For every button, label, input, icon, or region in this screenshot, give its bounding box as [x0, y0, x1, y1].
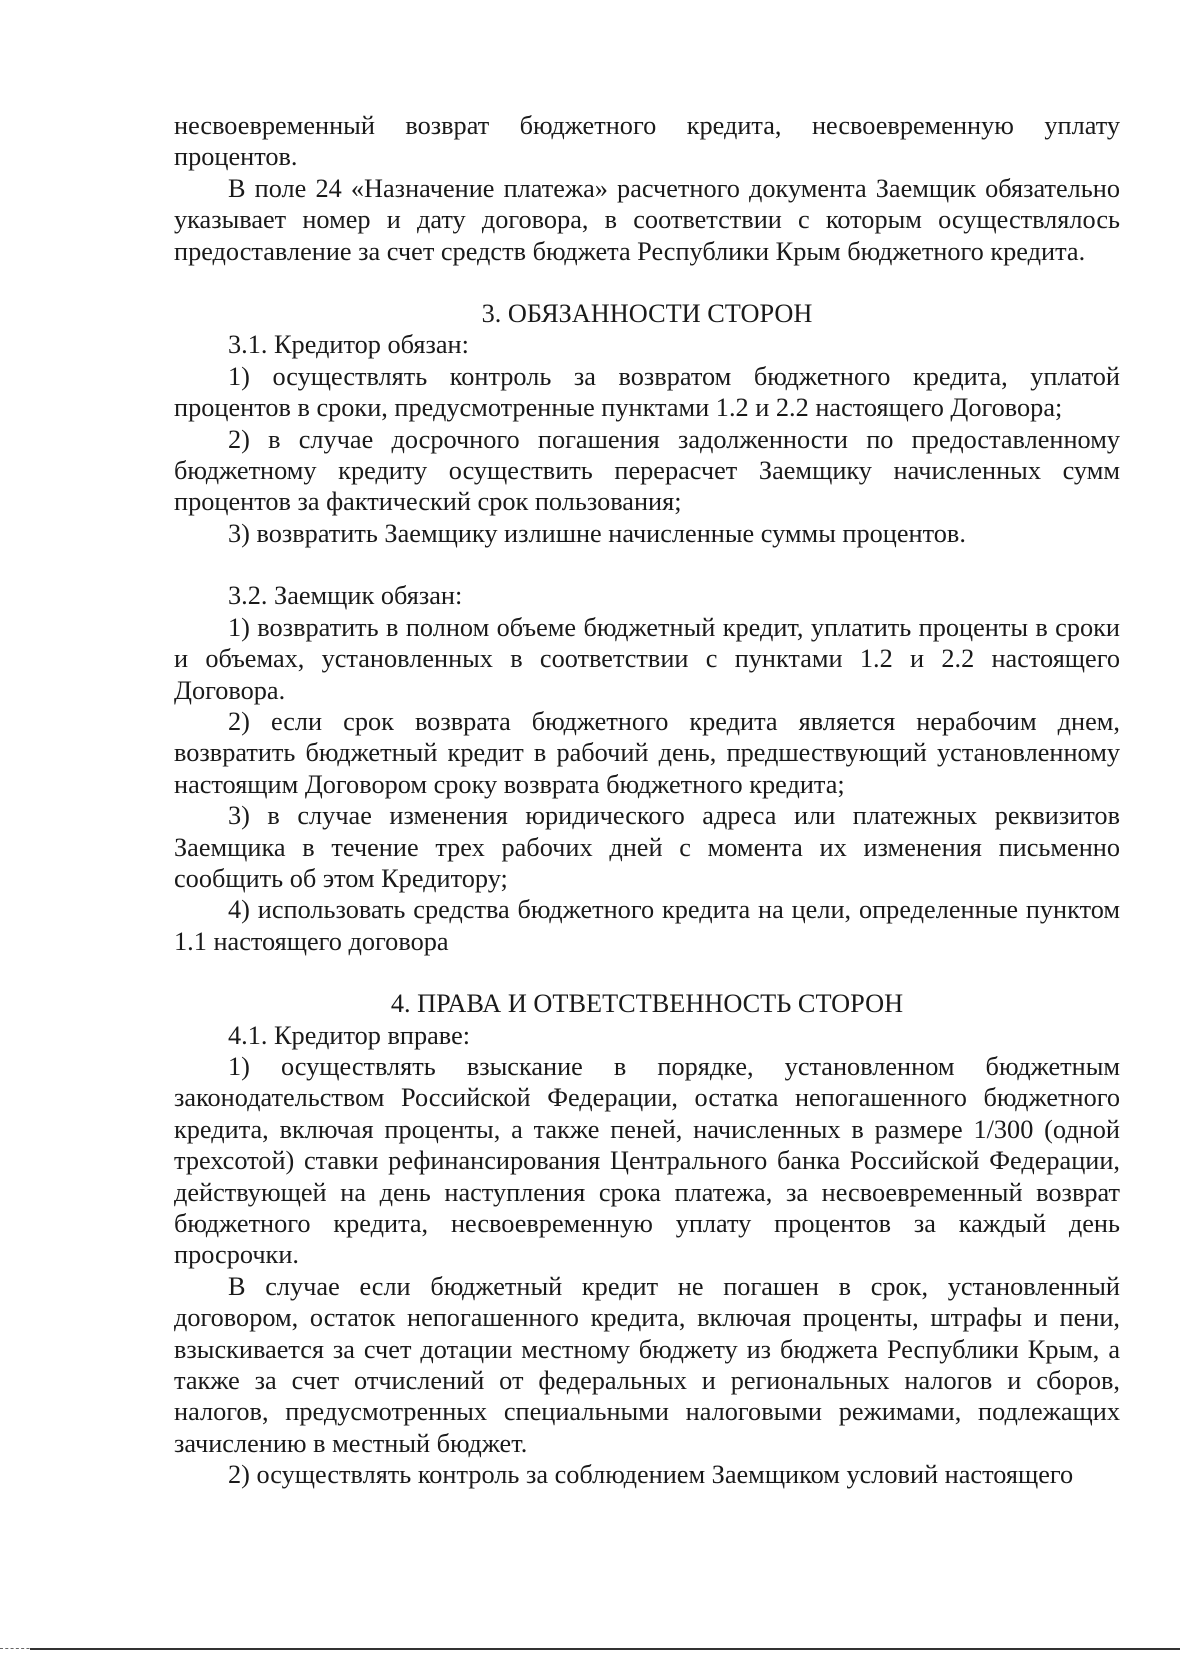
spacer — [174, 549, 1120, 580]
field24-paragraph: В поле 24 «Назначение платежа» расчетного документа Заемщик обязательно указывает номер и дату договора, в соответствии с которым осуществлялось предоставление за счет средств бюджета Республики Крым бюджетного кредита. — [174, 173, 1120, 266]
section3-2-item-1: 1) возвратить в полном объеме бюджетный кредит, уплатить проценты в сроки и объемах, установленных в соответствии с пунктами 1.2 и 2.2 настоящего Договора. — [174, 612, 1120, 705]
spacer — [174, 957, 1120, 988]
section4-1-item-1: 1) осуществлять взыскание в порядке, установленном бюджетным законодательством Российской Федерации, остатка непогашенного бюджетного кредита, включая проценты, а также пеней, начисленных в размере 1/300 (одной трехсотой) ставки рефинансирования Центрального банка Российской Федерации, действующей на день наступления срока платежа, за несвоевременный возврат бюджетного кредита, несвоевременную уплату процентов за каждый день просрочки. — [174, 1051, 1120, 1270]
section3-1-item-1: 1) осуществлять контроль за возвратом бюджетного кредита, уплатой процентов в сроки, предусмотренные пунктами 1.2 и 2.2 настоящего Договора; — [174, 361, 1120, 423]
section3-heading: 3. ОБЯЗАННОСТИ СТОРОН — [481, 299, 813, 329]
section3-1-title: 3.1. Кредитор обязан: — [228, 330, 469, 360]
section4-case-paragraph: В случае если бюджетный кредит не погашен в срок, установленный договором, остаток непогашенного кредита, включая проценты, штрафы и пени, взыскивается за счет дотации местному бюджету из бюджета Республики Крым, а также за счет отчислений от федеральных и региональных налогов и сборов, налогов, предусмотренных специальными налоговыми режимами, подлежащих зачислению в местный бюджет. — [174, 1271, 1120, 1458]
section4-heading: 4. ПРАВА И ОТВЕТСТВЕННОСТЬ СТОРОН — [390, 989, 904, 1019]
section3-2-item-2: 2) если срок возврата бюджетного кредита является нерабочим днем, возвратить бюджетный кредит в рабочий день, предшествующий установленному настоящим Договором сроку возврата бюджетного кредита; — [174, 706, 1120, 799]
section3-2-title: 3.2. Заемщик обязан: — [228, 581, 463, 611]
continuation-paragraph: несвоевременный возврат бюджетного кредита, несвоевременную уплату процентов. — [174, 111, 1120, 172]
section3-2-item-4: 4) использовать средства бюджетного кредита на цели, определенные пунктом 1.1 настоящего договора — [174, 895, 1120, 956]
section4-1-title: 4.1. Кредитор вправе: — [228, 1020, 471, 1050]
section3-1-item-3: 3) возвратить Заемщику излишне начисленные суммы процентов. — [228, 518, 966, 548]
section3-1-item-2: 2) в случае досрочного погашения задолженности по предоставленному бюджетному кредиту осуществить перерасчет Заемщику начисленных сумм процентов за фактический срок пользования; — [174, 424, 1120, 517]
footer-rule — [30, 1648, 1180, 1650]
document-body — [174, 110, 1120, 1491]
section4-1-item-2: 2) осуществлять контроль за соблюдением Заемщиком условий настоящего — [228, 1460, 1074, 1490]
section3-2-item-3: 3) в случае изменения юридического адреса или платежных реквизитов Заемщика в течение трех рабочих дней с момента их изменения письменно сообщить об этом Кредитору; — [174, 801, 1120, 893]
spacer — [174, 267, 1120, 298]
